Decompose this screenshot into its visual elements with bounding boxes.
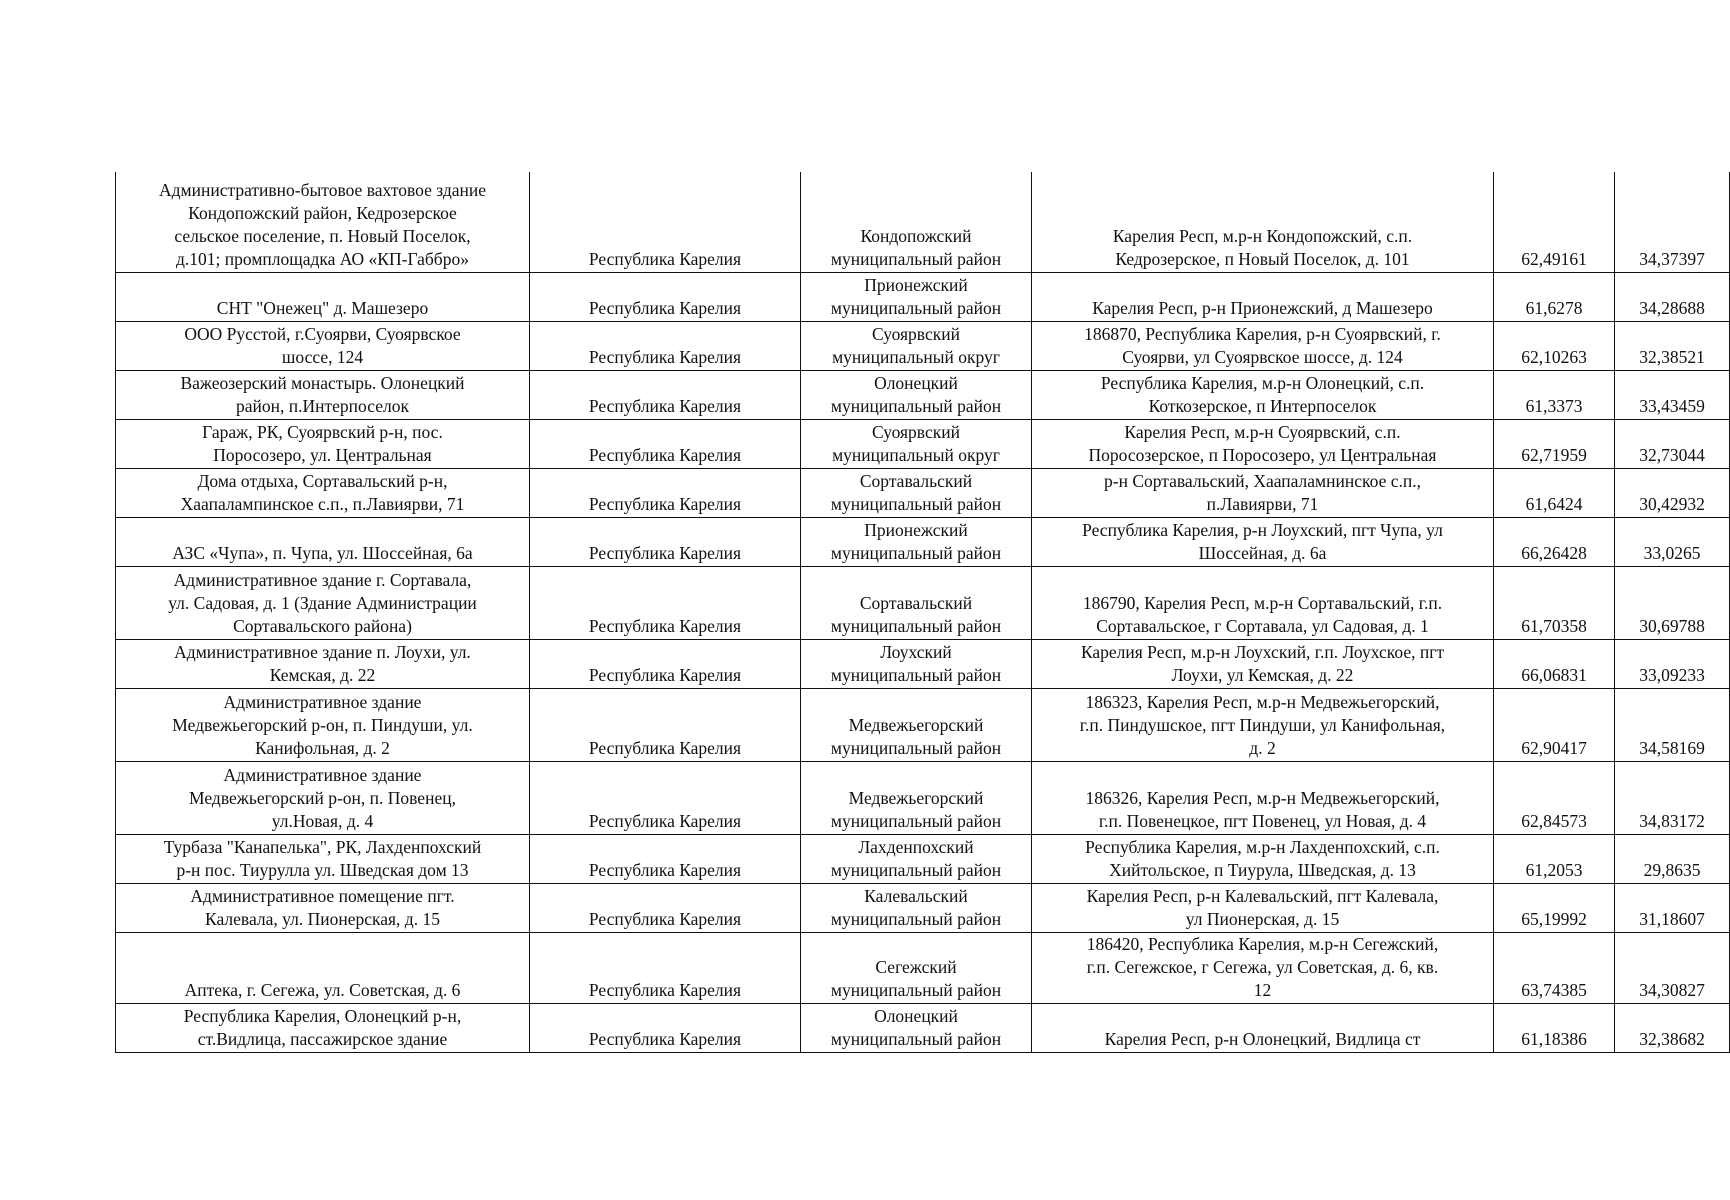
object-name-text: ООО Русстой, г.Суоярви, Суоярвское шоссе, 124 — [184, 323, 461, 367]
address-text: Карелия Респ, м.р-н Лоухский, г.п. Лоухское, пгт Лоухи, ул Кемская, д. 22 — [1080, 641, 1445, 685]
latitude-cell — [1494, 172, 1615, 272]
region-text: Республика Карелия — [588, 444, 742, 465]
municipality-cell — [801, 370, 1032, 419]
latitude-cell — [1494, 272, 1615, 321]
object-name-cell — [116, 321, 530, 370]
latitude-cell — [1494, 517, 1615, 566]
table-row — [116, 834, 1730, 883]
address-text: Карелия Респ, м.р-н Кондопожский, с.п. Кедрозерское, п Новый Поселок, д. 101 — [1112, 225, 1413, 269]
region-text: Республика Карелия — [588, 810, 742, 831]
table-row — [116, 172, 1730, 272]
address-text: 186870, Республика Карелия, р-н Суоярвский, г. Суоярви, ул Суоярвское шоссе, д. 124 — [1084, 323, 1441, 367]
region-cell — [530, 370, 801, 419]
latitude-text: 63,74385 — [1521, 979, 1587, 1000]
object-name-text: Административное здание п. Лоухи, ул. Кемская, д. 22 — [174, 641, 471, 685]
address-cell — [1032, 883, 1494, 932]
region-cell — [530, 517, 801, 566]
address-text: Карелия Респ, р-н Прионежский, д Машезеро — [1092, 297, 1433, 318]
municipality-text: Сегежский муниципальный район — [830, 956, 1002, 1000]
object-name-text: АЗС «Чупа», п. Чупа, ул. Шоссейная, 6а — [172, 542, 473, 563]
longitude-cell — [1615, 468, 1730, 517]
municipality-cell — [801, 419, 1032, 468]
region-cell — [530, 639, 801, 688]
region-cell — [530, 566, 801, 639]
municipality-cell — [801, 834, 1032, 883]
longitude-text: 32,38521 — [1639, 346, 1705, 367]
municipality-text: Кондопожский муниципальный район — [830, 225, 1002, 269]
address-text: 186790, Карелия Респ, м.р-н Сортавальский, г.п. Сортавальское, г Сортавала, ул Садовая, д. 1 — [1082, 592, 1443, 636]
region-text: Республика Карелия — [588, 1028, 742, 1049]
address-text: 186420, Республика Карелия, м.р-н Сегежский, г.п. Сегежское, г Сегежа, ул Советская, д. 6, кв. 12 — [1086, 933, 1439, 1000]
longitude-text: 34,58169 — [1639, 737, 1705, 758]
table-row — [116, 566, 1730, 639]
latitude-text: 62,71959 — [1521, 444, 1587, 465]
region-cell — [530, 468, 801, 517]
region-cell — [530, 172, 801, 272]
region-cell — [530, 419, 801, 468]
address-cell — [1032, 566, 1494, 639]
longitude-cell — [1615, 834, 1730, 883]
table-row — [116, 639, 1730, 688]
longitude-text: 32,73044 — [1639, 444, 1705, 465]
table-row — [116, 688, 1730, 761]
latitude-cell — [1494, 321, 1615, 370]
municipality-text: Медвежьегорский муниципальный район — [830, 714, 1002, 758]
municipality-text: Прионежский муниципальный район — [830, 519, 1002, 563]
table-row — [116, 419, 1730, 468]
object-name-text: Административное здание г. Сортавала, ул. Садовая, д. 1 (Здание Администрации Сортавальского района) — [168, 569, 477, 636]
table-row — [116, 883, 1730, 932]
object-name-text: Аптека, г. Сегежа, ул. Советская, д. 6 — [184, 979, 461, 1000]
region-text: Республика Карелия — [588, 297, 742, 318]
municipality-cell — [801, 1003, 1032, 1052]
municipality-cell — [801, 517, 1032, 566]
longitude-cell — [1615, 419, 1730, 468]
municipality-cell — [801, 883, 1032, 932]
address-text: 186326, Карелия Респ, м.р-н Медвежьегорский, г.п. Повенецкое, пгт Повенец, ул Новая, д. 4 — [1085, 787, 1440, 831]
longitude-text: 34,83172 — [1639, 810, 1705, 831]
region-text: Республика Карелия — [588, 346, 742, 367]
longitude-text: 34,30827 — [1639, 979, 1705, 1000]
table-row — [116, 321, 1730, 370]
object-name-cell — [116, 468, 530, 517]
table-row — [116, 370, 1730, 419]
longitude-text: 33,09233 — [1639, 664, 1705, 685]
registry-table-body — [116, 172, 1730, 1052]
latitude-cell — [1494, 639, 1615, 688]
municipality-text: Суоярвский муниципальный округ — [832, 323, 1000, 367]
latitude-text: 61,2053 — [1525, 859, 1583, 880]
longitude-cell — [1615, 932, 1730, 1003]
latitude-cell — [1494, 688, 1615, 761]
municipality-text: Медвежьегорский муниципальный район — [830, 787, 1002, 831]
address-cell — [1032, 321, 1494, 370]
region-text: Республика Карелия — [588, 859, 742, 880]
longitude-cell — [1615, 1003, 1730, 1052]
latitude-cell — [1494, 419, 1615, 468]
longitude-text: 29,8635 — [1643, 859, 1701, 880]
region-cell — [530, 883, 801, 932]
object-name-cell — [116, 1003, 530, 1052]
longitude-text: 34,28688 — [1639, 297, 1705, 318]
latitude-text: 66,06831 — [1521, 664, 1587, 685]
object-name-cell — [116, 932, 530, 1003]
municipality-cell — [801, 639, 1032, 688]
address-text: 186323, Карелия Респ, м.р-н Медвежьегорский, г.п. Пиндушское, пгт Пиндуши, ул Канифольная, д. 2 — [1079, 691, 1446, 758]
object-name-text: Турбаза "Канапелька", РК, Лахденпохский р-н пос. Тиурулла ул. Шведская дом 13 — [163, 836, 482, 880]
object-name-cell — [116, 419, 530, 468]
address-text: Республика Карелия, м.р-н Лахденпохский, с.п. Хийтольское, п Тиурула, Шведская, д. 13 — [1085, 836, 1440, 880]
latitude-text: 65,19992 — [1521, 908, 1587, 929]
object-name-text: Гараж, РК, Суоярвский р-н, пос. Поросозеро, ул. Центральная — [202, 421, 443, 465]
object-name-cell — [116, 834, 530, 883]
object-name-text: Важеозерский монастырь. Олонецкий район, п.Интерпоселок — [180, 372, 465, 416]
longitude-cell — [1615, 761, 1730, 834]
region-text: Республика Карелия — [588, 615, 742, 636]
object-name-cell — [116, 517, 530, 566]
longitude-cell — [1615, 172, 1730, 272]
object-name-text: Административно-бытовое вахтовое здание Кондопожский район, Кедрозерское сельское поселение, п. Новый Поселок, д.101; промплощадка АО «КП-Габбро» — [159, 179, 486, 269]
object-name-text: Административное здание Медвежьегорский р-он, п. Пиндуши, ул. Канифольная, д. 2 — [172, 691, 473, 758]
longitude-text: 33,0265 — [1643, 542, 1701, 563]
object-name-text: СНТ "Онежец" д. Машезеро — [216, 297, 429, 318]
address-cell — [1032, 517, 1494, 566]
object-name-cell — [116, 272, 530, 321]
address-cell — [1032, 688, 1494, 761]
municipality-text: Олонецкий муниципальный район — [830, 1005, 1002, 1049]
object-name-cell — [116, 172, 530, 272]
table-row — [116, 932, 1730, 1003]
longitude-text: 30,69788 — [1639, 615, 1705, 636]
latitude-cell — [1494, 1003, 1615, 1052]
municipality-cell — [801, 468, 1032, 517]
longitude-text: 32,38682 — [1639, 1028, 1705, 1049]
address-text: Карелия Респ, р-н Калевальский, пгт Калевала, ул Пионерская, д. 15 — [1086, 885, 1439, 929]
object-name-cell — [116, 688, 530, 761]
region-cell — [530, 272, 801, 321]
address-cell — [1032, 932, 1494, 1003]
region-text: Республика Карелия — [588, 908, 742, 929]
object-name-text: Дома отдыха, Сортавальский р-н, Хаапалампинское с.п., п.Лавиярви, 71 — [180, 470, 465, 514]
latitude-text: 62,84573 — [1521, 810, 1587, 831]
latitude-cell — [1494, 370, 1615, 419]
latitude-cell — [1494, 883, 1615, 932]
municipality-cell — [801, 688, 1032, 761]
latitude-text: 61,18386 — [1521, 1028, 1587, 1049]
latitude-text: 61,6278 — [1525, 297, 1583, 318]
latitude-cell — [1494, 566, 1615, 639]
table-row — [116, 517, 1730, 566]
object-name-cell — [116, 370, 530, 419]
latitude-text: 61,70358 — [1521, 615, 1587, 636]
municipality-text: Суоярвский муниципальный округ — [832, 421, 1000, 465]
table-row — [116, 761, 1730, 834]
address-text: Карелия Респ, м.р-н Суоярвский, с.п. Поросозерское, п Поросозеро, ул Центральная — [1088, 421, 1437, 465]
region-text: Республика Карелия — [588, 493, 742, 514]
address-cell — [1032, 468, 1494, 517]
region-text: Республика Карелия — [588, 395, 742, 416]
municipality-text: Калевальский муниципальный район — [830, 885, 1002, 929]
municipality-cell — [801, 272, 1032, 321]
address-cell — [1032, 419, 1494, 468]
municipality-text: Лахденпохский муниципальный район — [830, 836, 1002, 880]
municipality-text: Прионежский муниципальный район — [830, 274, 1002, 318]
longitude-text: 34,37397 — [1639, 248, 1705, 269]
region-cell — [530, 761, 801, 834]
region-text: Республика Карелия — [588, 664, 742, 685]
region-text: Республика Карелия — [588, 248, 742, 269]
municipality-cell — [801, 566, 1032, 639]
object-name-cell — [116, 639, 530, 688]
region-text: Республика Карелия — [588, 542, 742, 563]
address-text: Карелия Респ, р-н Олонецкий, Видлица ст — [1104, 1028, 1421, 1049]
address-cell — [1032, 834, 1494, 883]
region-cell — [530, 688, 801, 761]
municipality-text: Сортавальский муниципальный район — [830, 470, 1002, 514]
region-cell — [530, 932, 801, 1003]
region-cell — [530, 1003, 801, 1052]
longitude-text: 30,42932 — [1639, 493, 1705, 514]
object-name-cell — [116, 761, 530, 834]
region-cell — [530, 834, 801, 883]
object-name-text: Административное здание Медвежьегорский р-он, п. Повенец, ул.Новая, д. 4 — [189, 764, 456, 831]
longitude-text: 33,43459 — [1639, 395, 1705, 416]
region-text: Республика Карелия — [588, 979, 742, 1000]
address-text: р-н Сортавальский, Хаапаламнинское с.п., п.Лавиярви, 71 — [1104, 470, 1421, 514]
municipality-cell — [801, 761, 1032, 834]
address-cell — [1032, 639, 1494, 688]
address-text: Республика Карелия, м.р-н Олонецкий, с.п. Коткозерское, п Интерпоселок — [1100, 372, 1425, 416]
table-row — [116, 272, 1730, 321]
latitude-text: 61,3373 — [1525, 395, 1583, 416]
object-name-cell — [116, 566, 530, 639]
longitude-text: 31,18607 — [1639, 908, 1705, 929]
address-cell — [1032, 761, 1494, 834]
latitude-text: 66,26428 — [1521, 542, 1587, 563]
table-row — [116, 1003, 1730, 1052]
address-cell — [1032, 172, 1494, 272]
address-cell — [1032, 1003, 1494, 1052]
address-cell — [1032, 272, 1494, 321]
longitude-cell — [1615, 370, 1730, 419]
longitude-cell — [1615, 517, 1730, 566]
latitude-text: 62,90417 — [1521, 737, 1587, 758]
region-cell — [530, 321, 801, 370]
region-text: Республика Карелия — [588, 737, 742, 758]
address-text: Республика Карелия, р-н Лоухский, пгт Чупа, ул Шоссейная, д. 6а — [1082, 519, 1443, 563]
longitude-cell — [1615, 321, 1730, 370]
latitude-text: 62,10263 — [1521, 346, 1587, 367]
municipality-cell — [801, 321, 1032, 370]
latitude-cell — [1494, 468, 1615, 517]
longitude-cell — [1615, 688, 1730, 761]
latitude-cell — [1494, 761, 1615, 834]
latitude-cell — [1494, 834, 1615, 883]
object-name-text: Республика Карелия, Олонецкий р-н, ст.Видлица, пассажирское здание — [183, 1005, 462, 1049]
longitude-cell — [1615, 566, 1730, 639]
municipality-text: Лоухский муниципальный район — [830, 641, 1002, 685]
object-name-cell — [116, 883, 530, 932]
latitude-text: 62,49161 — [1521, 248, 1587, 269]
registry-table — [115, 172, 1730, 1053]
latitude-cell — [1494, 932, 1615, 1003]
longitude-cell — [1615, 272, 1730, 321]
table-row — [116, 468, 1730, 517]
latitude-text: 61,6424 — [1525, 493, 1583, 514]
municipality-text: Олонецкий муниципальный район — [830, 372, 1002, 416]
municipality-text: Сортавальский муниципальный район — [830, 592, 1002, 636]
municipality-cell — [801, 932, 1032, 1003]
municipality-cell — [801, 172, 1032, 272]
longitude-cell — [1615, 639, 1730, 688]
address-cell — [1032, 370, 1494, 419]
object-name-text: Административное помещение пгт. Калевала, ул. Пионерская, д. 15 — [190, 885, 455, 929]
longitude-cell — [1615, 883, 1730, 932]
